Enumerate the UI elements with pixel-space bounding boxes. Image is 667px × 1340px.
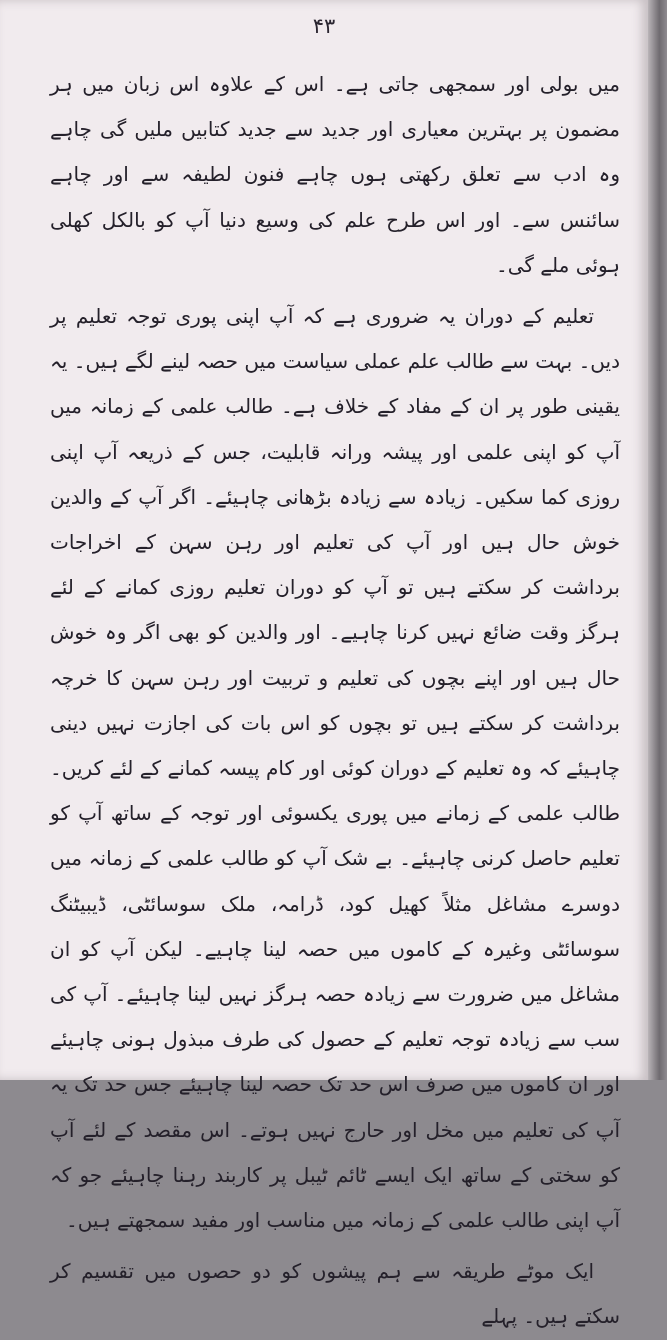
book-spine-edge: [648, 0, 667, 1080]
page-text: [50, 62, 620, 1340]
paragraph-2: تعلیم کے دوران یہ ضروری ہے کہ آپ اپنی پوری توجہ تعلیم پر دیں۔ بہت سے طالب علم عملی سیاست میں حصہ لینے لگے ہیں۔ یہ یقینی طور پر ان کے مفاد کے خلاف ہے۔ طالب علمی کے زمانہ میں آپ کو اپنی علمی اور پیشہ ورانہ قابلیت، جس کے ذریعہ آپ اپنی روزی کما سکیں۔ زیادہ سے زیادہ بڑھانی چاہیئے۔ اگر آپ کے والدین خوش حال ہیں اور آپ کی تعلیم اور رہن سہن کے اخراجات برداشت کر سکتے ہیں تو آپ کو دوران تعلیم روزی کمانے کے لئے ہرگز وقت ضائع نہیں کرنا چاہیے۔ اور والدین کو بھی اگر وہ خوش حال ہیں اور اپنے بچوں کی تعلیم و تربیت اور رہن سہن کا خرچہ برداشت کر سکتے ہیں تو بچوں کو اس بات کی اجازت نہیں دینی چاہیئے کہ وہ تعلیم کے دوران کوئی اور کام پیسہ کمانے کے لئے کریں۔ طالب علمی کے زمانے میں پوری یکسوئی اور توجہ کے ساتھ آپ کو تعلیم حاصل کرنی چاہیئے۔ بے شک آپ کو طالب علمی کے زمانہ میں دوسرے مشاغل مثلاً کھیل کود، ڈرامہ، ملک سوسائٹی، ڈیبیٹنگ سوسائٹی وغیرہ کے کاموں میں حصہ لینا چاہیے۔ لیکن آپ کو ان مشاغل میں ضرورت سے زیادہ حصہ ہرگز نہیں لینا چاہیئے۔ آپ کی سب سے زیادہ توجہ تعلیم کے حصول کی طرف مبذول ہونی چاہیئے اور ان کاموں میں صرف اس حد تک حصہ لینا چاہیئے جس حد تک یہ آپ کی تعلیم میں مخل اور حارج نہیں ہوتے۔ اس مقصد کے لئے آپ کو سختی کے ساتھ ایک ایسے ٹائم ٹیبل پر کاربند رہنا چاہیئے جو کہ آپ اپنی طالب علمی کے زمانہ میں مناسب اور مفید سمجھتے ہیں۔: [50, 304, 620, 1233]
page-number: ۴۳: [312, 14, 336, 38]
paragraph-1: میں بولی اور سمجھی جاتی ہے۔ اس کے علاوہ اس زبان میں ہر مضمون پر بہترین معیاری اور جدید سے جدید کتابیں ملیں گی چاہے وہ ادب سے تعلق رکھتی ہوں چاہے فنون لطیفہ سے اور چاہے سائنس سے۔ اور اس طرح علم کی وسیع دنیا آپ کو بالکل کھلی ہوئی ملے گی۔: [50, 72, 620, 277]
paragraph-3: ایک موٹے طریقہ سے ہم پیشوں کو دو حصوں میں تقسیم کر سکتے ہیں۔ پہلے: [50, 1259, 620, 1329]
